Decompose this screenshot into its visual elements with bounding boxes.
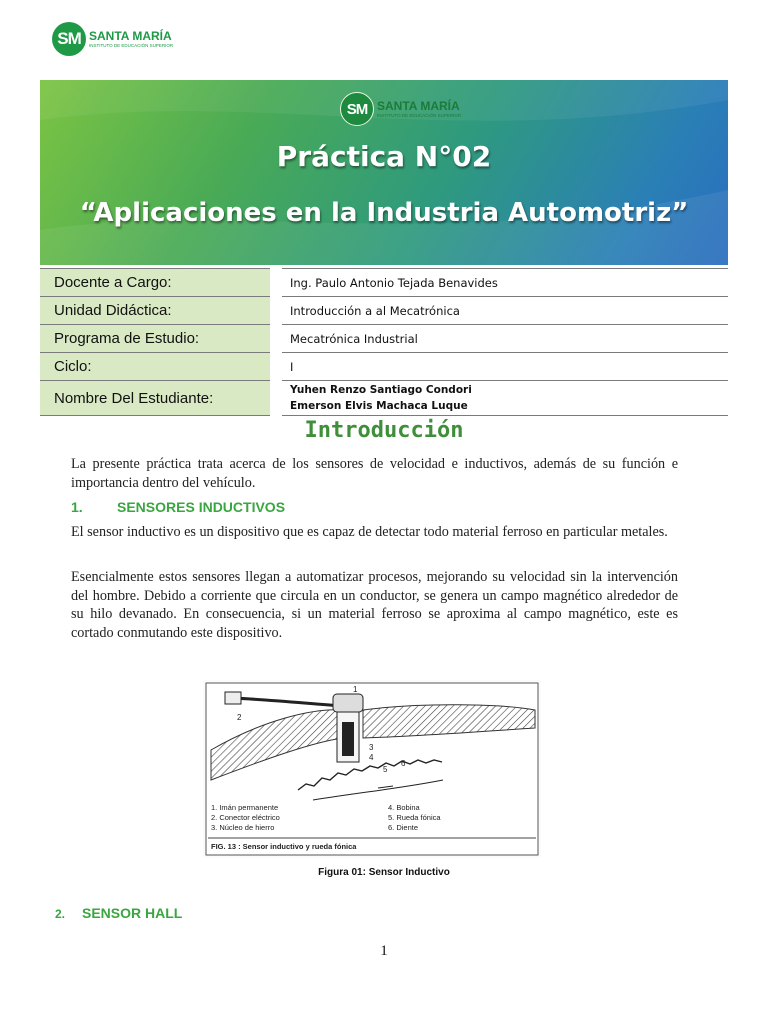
section-number: 1. [71, 499, 83, 515]
docente-label: Docente a Cargo: [40, 269, 276, 297]
callout-label: 1 [353, 685, 358, 694]
figure-inner-caption: FIG. 13 : Sensor inductivo y rueda fónica [211, 842, 357, 851]
intro-paragraph: La presente práctica trata acerca de los sensores de velocidad e inductivos, además de su función e importancia dentro del vehículo. [71, 456, 678, 491]
practice-subtitle: “Aplicaciones en la Industria Automotriz” [79, 198, 689, 228]
section-paragraph: El sensor inductivo es un dispositivo que es capaz de detectar todo material ferroso en particular metales. [71, 524, 668, 540]
legend-item: 3. Núcleo de hierro [211, 823, 275, 832]
logo-subtitle: INSTITUTO DE EDUCACIÓN SUPERIOR [89, 42, 174, 48]
legend-item: 5. Rueda fónica [388, 813, 441, 822]
legend-item: 6. Diente [388, 823, 419, 832]
inductive-sensor-diagram [203, 680, 541, 858]
section-heading [55, 905, 182, 921]
callout-label: 4 [369, 753, 374, 762]
table-row [40, 325, 728, 353]
callout-label: 2 [237, 713, 242, 722]
logo-text [89, 30, 173, 49]
section-title: SENSOR HALL [82, 905, 183, 921]
legend-item: 4. Bobina [388, 803, 420, 812]
title-banner [40, 80, 728, 265]
sensor-figure [203, 680, 541, 858]
logo-name: SANTA MARÍA [89, 28, 172, 43]
legend-item: 1. Imán permanente [211, 803, 279, 812]
table-row [40, 297, 728, 325]
callout-label: 5 [383, 765, 388, 774]
banner-logo [340, 92, 461, 126]
figure-caption: Figura 01: Sensor Inductivo [318, 867, 450, 878]
student-name: Yuhen Renzo Santiago Condori [290, 384, 472, 396]
section-heading [71, 499, 285, 515]
banner-logo-mark-icon: SM [340, 92, 374, 126]
intro-heading: Introducción [304, 418, 464, 443]
table-row [40, 269, 728, 297]
docente-value: Ing. Paulo Antonio Tejada Benavides [276, 269, 728, 297]
programa-value: Mecatrónica Industrial [276, 325, 728, 353]
legend-item: 2. Conector eléctrico [211, 813, 280, 822]
student-name: Emerson Elvis Machaca Luque [290, 400, 468, 412]
programa-label: Programa de Estudio: [40, 325, 276, 353]
estudiante-label: Nombre Del Estudiante: [40, 381, 276, 416]
ciclo-value: I [276, 353, 728, 381]
unidad-label: Unidad Didáctica: [40, 297, 276, 325]
unidad-value: Introducción a al Mecatrónica [276, 297, 728, 325]
estudiante-value [276, 381, 728, 416]
course-info-table [40, 268, 728, 416]
page-number: 1 [380, 943, 388, 959]
table-row [40, 353, 728, 381]
logo-mark-icon: SM [52, 22, 86, 56]
table-row [40, 381, 728, 416]
banner-logo-name: SANTA MARÍA [377, 98, 460, 113]
section-paragraph: Esencialmente estos sensores llegan a automatizar procesos, mejorando su velocidad sin la intervención del hombre. Debido a corriente que circula en un conductor, se genera un campo magnético alrededor de su hilo devanado. En consecuencia, si un material ferroso se aproxima al campo magnético, este es cortado conmutando este dispositivo. [71, 569, 678, 641]
section-number: 2. [55, 907, 66, 921]
banner-logo-subtitle: INSTITUTO DE EDUCACIÓN SUPERIOR [377, 112, 462, 118]
ciclo-label: Ciclo: [40, 353, 276, 381]
header-logo [52, 22, 173, 56]
callout-label: 3 [369, 743, 374, 752]
practice-title: Práctica N°02 [276, 140, 492, 173]
callout-label: 6 [401, 759, 406, 768]
section-title: SENSORES INDUCTIVOS [117, 499, 286, 515]
